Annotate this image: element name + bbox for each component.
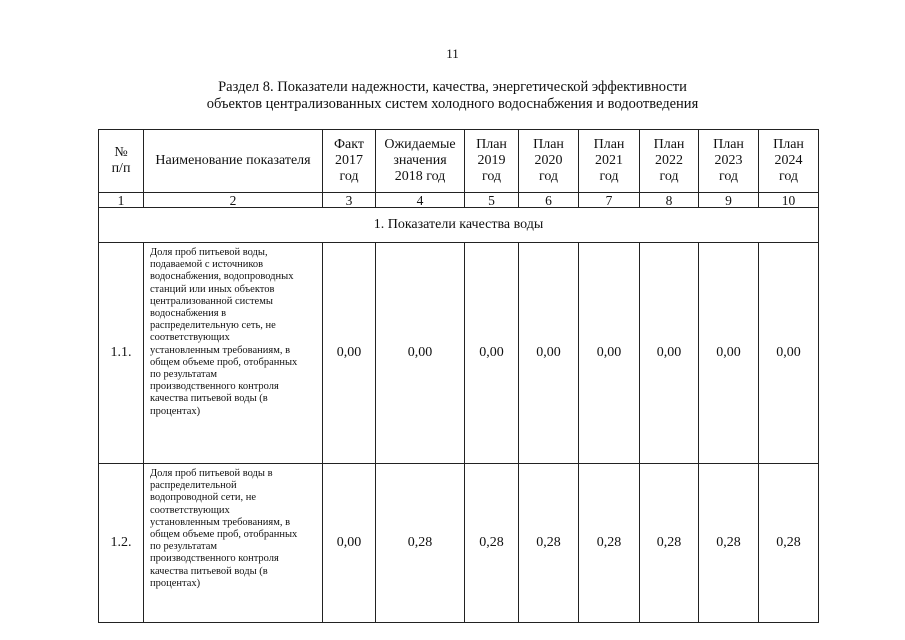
column-number: 2 xyxy=(144,193,323,208)
value-plan-2019: 0,28 xyxy=(465,464,519,623)
indicators-table xyxy=(98,129,819,623)
column-number: 6 xyxy=(519,193,579,208)
header-plan-2020: План 2020 год xyxy=(519,130,579,193)
page-number: 11 xyxy=(446,46,459,61)
value-plan-2022: 0,28 xyxy=(640,464,699,623)
value-plan-2020: 0,00 xyxy=(519,243,579,464)
column-number: 9 xyxy=(699,193,759,208)
value-plan-2021: 0,00 xyxy=(579,243,640,464)
column-number: 10 xyxy=(759,193,819,208)
group-title: 1. Показатели качества воды xyxy=(99,208,819,243)
value-plan-2020: 0,28 xyxy=(519,464,579,623)
value-plan-2019: 0,00 xyxy=(465,243,519,464)
table-row xyxy=(99,464,819,623)
value-plan-2024: 0,28 xyxy=(759,464,819,623)
value-plan-2022: 0,00 xyxy=(640,243,699,464)
column-number: 7 xyxy=(579,193,640,208)
value-expected-2018: 0,28 xyxy=(376,464,465,623)
group-row-water-quality xyxy=(99,208,819,243)
section-title-line-2: объектов централизованных систем холодного водоснабжения и водоотведения xyxy=(206,96,699,112)
table-header-row xyxy=(99,130,819,193)
section-title-line-1: Раздел 8. Показатели надежности, качества, энергетической эффективности xyxy=(218,79,687,95)
value-expected-2018: 0,00 xyxy=(376,243,465,464)
section-title xyxy=(0,79,905,113)
column-number: 3 xyxy=(323,193,376,208)
column-number: 1 xyxy=(99,193,144,208)
header-plan-2022: План 2022 год xyxy=(640,130,699,193)
header-plan-2021: План 2021 год xyxy=(579,130,640,193)
value-plan-2023: 0,28 xyxy=(699,464,759,623)
column-number: 5 xyxy=(465,193,519,208)
header-plan-2024: План 2024 год xyxy=(759,130,819,193)
header-plan-2019: План 2019 год xyxy=(465,130,519,193)
header-expected-2018: Ожидаемые значения 2018 год xyxy=(376,130,465,193)
header-plan-2023: План 2023 год xyxy=(699,130,759,193)
row-number: 1.1. xyxy=(99,243,144,464)
value-plan-2023: 0,00 xyxy=(699,243,759,464)
row-indicator-name: Доля проб питьевой воды, подаваемой с источников водоснабжения, водопроводных станций или иных объектов централизованной системы водоснабжения в распределительную сеть, не соответствующих установленным требованиям, в общем объеме проб, отобранных по результатам производственного контроля качества питьевой воды (в процентах) xyxy=(144,243,323,464)
column-number: 8 xyxy=(640,193,699,208)
value-fact-2017: 0,00 xyxy=(323,464,376,623)
column-numbers-row xyxy=(99,193,819,208)
value-fact-2017: 0,00 xyxy=(323,243,376,464)
row-indicator-name: Доля проб питьевой воды в распределительной водопроводной сети, не соответствующих установленным требованиям, в общем объеме проб, отобранных по результатам производственного контроля качества питьевой воды (в процентах) xyxy=(144,464,323,623)
value-plan-2024: 0,00 xyxy=(759,243,819,464)
header-indicator-name: Наименование показателя xyxy=(144,130,323,193)
value-plan-2021: 0,28 xyxy=(579,464,640,623)
header-fact-2017: Факт 2017 год xyxy=(323,130,376,193)
header-number: № п/п xyxy=(99,130,144,193)
table-row xyxy=(99,243,819,464)
column-number: 4 xyxy=(376,193,465,208)
row-number: 1.2. xyxy=(99,464,144,623)
